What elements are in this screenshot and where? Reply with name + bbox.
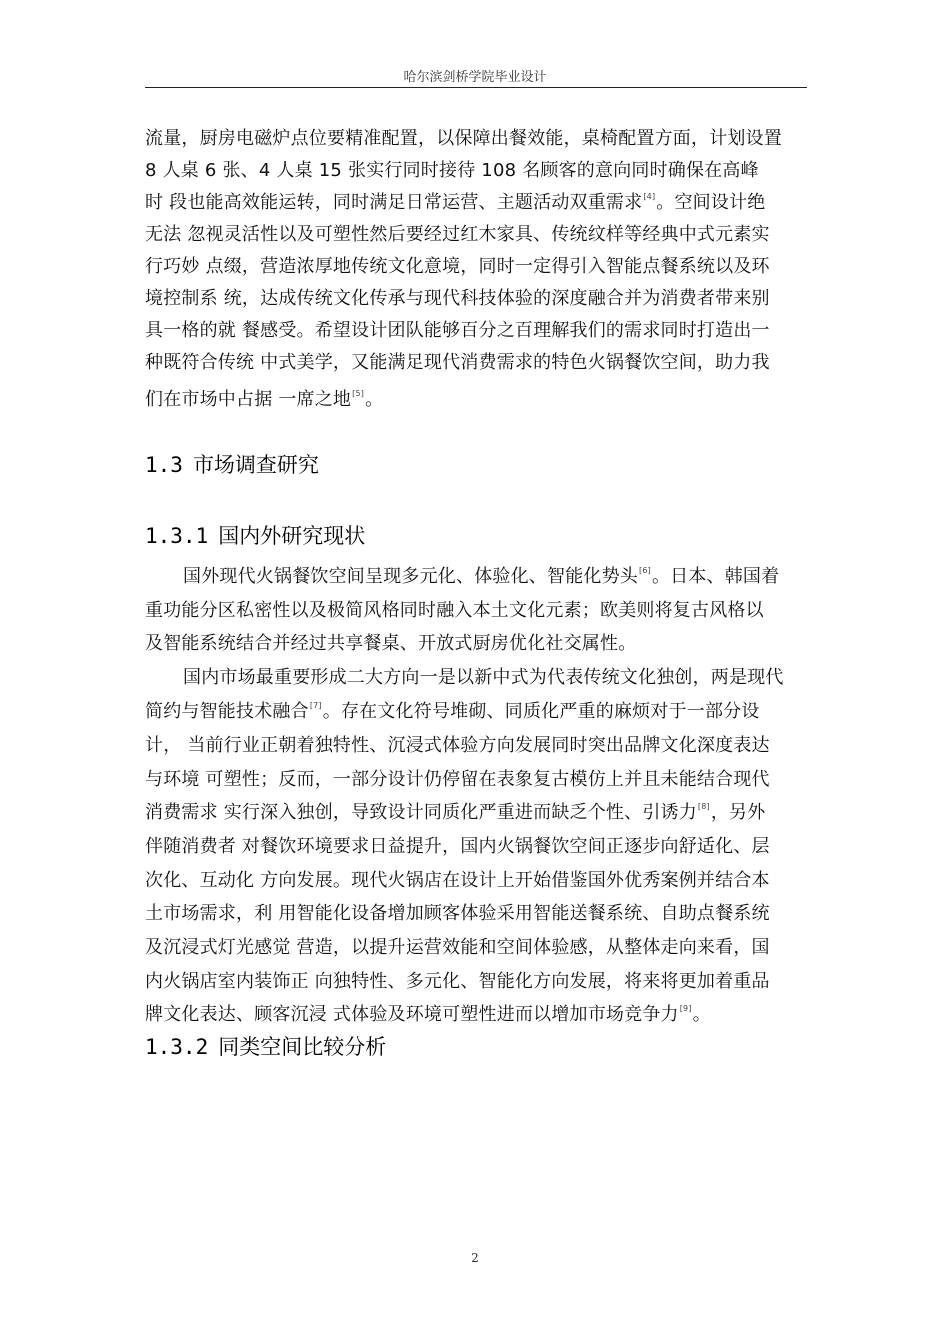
text-line: 牌文化表达、顾客沉浸 式体验及环境可塑性进而以增加市场竞争力[9]。	[145, 1004, 711, 1025]
text-line: 国外现代火锅餐饮空间呈现多元化、体验化、智能化势头[6]。日本、韩国着	[183, 566, 780, 587]
section-title: 市场调查研究	[192, 453, 319, 477]
text-line: 土市场需求，利 用智能化设备增加顾客体验采用智能送餐系统、自助点餐系统	[145, 903, 770, 924]
citation-9[interactable]: [9]	[679, 1004, 692, 1013]
header-divider	[145, 87, 807, 88]
text-line: 具一格的就 餐感受。希望设计团队能够百分之百理解我们的需求同时打造出一	[145, 320, 770, 341]
text-line: 行巧妙 点缀，营造浓厚地传统文化意境，同时一定得引入智能点餐系统以及环	[145, 256, 770, 277]
text-line: 内火锅店室内装饰正 向独特性、多元化、智能化方向发展，将来将更加着重品	[145, 971, 770, 992]
text-line: 8 人桌 6 张、4 人桌 15 张实行同时接待 108 名顾客的意向同时确保在高峰	[145, 160, 759, 181]
text-line: 消费需求 实行深入独创，导致设计同质化严重进而缺乏个性、引诱力[8]，另外	[145, 802, 766, 823]
section-heading-1-3-1	[145, 523, 365, 549]
section-title: 国内外研究现状	[218, 524, 366, 548]
section-title: 同类空间比较分析	[218, 1035, 387, 1059]
section-heading-1-3	[145, 452, 319, 478]
text-line: 计， 当前行业正朝着独特性、沉浸式体验方向发展同时突出品牌文化深度表达	[145, 735, 770, 756]
running-header: 哈尔滨剑桥学院毕业设计	[403, 70, 547, 85]
text-line: 国内市场最重要形成二大方向一是以新中式为代表传统文化独创，两是现代	[183, 667, 784, 688]
section-number: 1.3.1	[145, 524, 209, 548]
text-line: 流量，厨房电磁炉点位要精准配置，以保障出餐效能，桌椅配置方面，计划设置	[145, 128, 782, 149]
citation-4[interactable]: [4]	[643, 192, 656, 201]
citation-8[interactable]: [8]	[697, 802, 710, 811]
text-line: 简约与智能技术融合[7]。存在文化符号堆砌、同质化严重的麻烦对于一部分设	[145, 701, 760, 722]
page-number: 2	[471, 1251, 479, 1265]
text-line: 及沉浸式灯光感觉 营造，以提升运营效能和空间体验感，从整体走向来看，国	[145, 937, 770, 958]
citation-6[interactable]: [6]	[639, 566, 651, 575]
text-line: 重功能分区私密性以及极简风格同时融入本土文化元素；欧美则将复古风格以	[145, 600, 764, 621]
text-line: 伴随消费者 对餐饮环境要求日益提升，国内火锅餐饮空间正逐步向舒适化、层	[145, 836, 770, 857]
text-line: 时 段也能高效能运转，同时满足日常运营、主题活动双重需求[4]。空间设计绝	[145, 192, 766, 213]
text-line: 们在市场中占据 一席之地[5]。	[145, 389, 384, 410]
text-line: 与环境 可塑性；反而，一部分设计仍停留在表象复古模仿上并且未能结合现代	[145, 769, 770, 790]
citation-7[interactable]: [7]	[309, 701, 322, 710]
section-number: 1.3	[145, 453, 183, 477]
section-number: 1.3.2	[145, 1035, 209, 1059]
citation-5[interactable]: [5]	[352, 389, 365, 398]
text-line: 及智能系统结合并经过共享餐桌、开放式厨房优化社交属性。	[145, 633, 637, 654]
text-line: 种既符合传统 中式美学，又能满足现代消费需求的特色火锅餐饮空间，助力我	[145, 352, 770, 373]
text-line: 次化、互动化 方向发展。现代火锅店在设计上开始借鉴国外优秀案例并结合本	[145, 870, 770, 891]
text-line: 境控制系 统，达成传统文化传承与现代科技体验的深度融合并为消费者带来别	[145, 288, 770, 309]
text-line: 无法 忽视灵活性以及可塑性然后要经过红木家具、传统纹样等经典中式元素实	[145, 224, 770, 245]
section-heading-1-3-2	[145, 1034, 386, 1060]
